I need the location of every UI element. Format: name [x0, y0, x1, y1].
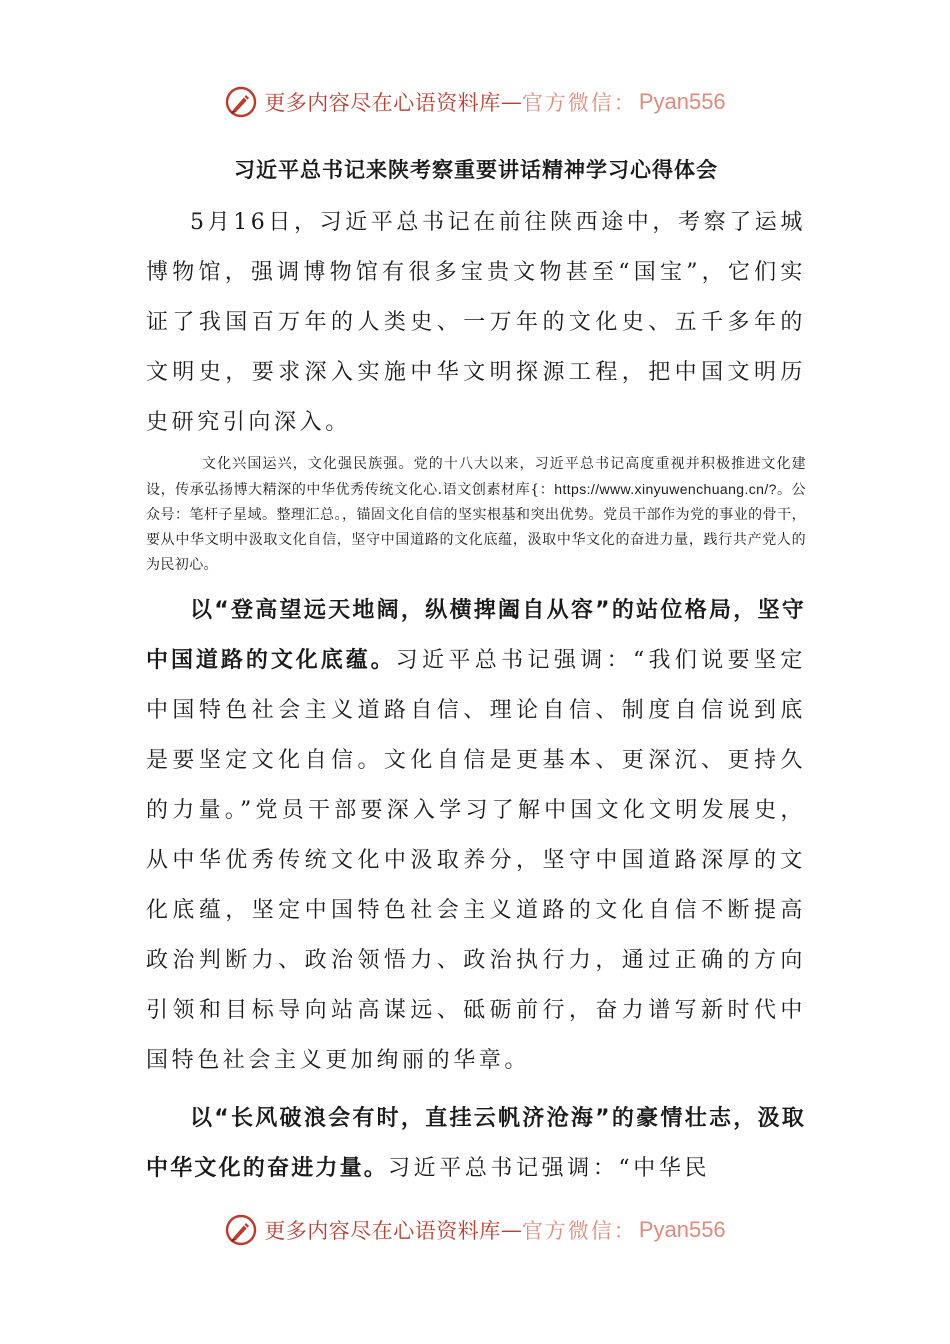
- banner-main-text: 更多内容尽在心语资料库: [264, 91, 501, 115]
- pen-logo-icon: [224, 85, 258, 119]
- banner-separator: —: [500, 90, 522, 114]
- banner-wechat-label: 官方微信：: [521, 91, 637, 115]
- section-2-heading: 以“长风破浪会有时，直挂云帆济沧海”的豪情壮志，汲取中华文化的奋进力量。: [146, 1106, 806, 1181]
- paragraph-section-2: [146, 1094, 806, 1194]
- banner-wechat-label: 官方微信：: [521, 1219, 637, 1243]
- note-text-a: 文化兴国运兴，文化强民族强。党的十八大以来，习近平总书记高度重视并积极推进文化建设，传承弘扬博大精深的中华优秀传统文化心.语文创素材库{：: [146, 456, 806, 498]
- document-title: 习近平总书记来陕考察重要讲话精神学习心得体会: [234, 158, 718, 182]
- section-2-text: 习近平总书记强调：“中华民: [388, 1156, 711, 1181]
- document-body: [146, 152, 806, 1194]
- pen-logo-icon: [224, 1213, 258, 1247]
- note-text-b: 。公众号：笔杆子星域。整理汇总。，锚固文化自信的坚实根基和突出优势。党员干部作为党的事业的骨干，要从中华文明中汲取文化自信，坚守中国道路的文化底蕴，汲取中华文化的奋进力量，践行共产党人的为民初心。: [146, 482, 806, 573]
- banner-wechat-id: Pyan556: [638, 1217, 726, 1242]
- paragraph-section-1: [146, 586, 806, 1086]
- section-1-heading: 以“登高望远天地阔，纵横捭阖自从容”的站位格局，坚守中国道路的文化底蕴。: [146, 598, 806, 673]
- banner-separator: —: [500, 1218, 522, 1242]
- footer-banner: [0, 1208, 950, 1252]
- section-1-text: 习近平总书记强调：“我们说要坚定中国特色社会主义道路自信、理论自信、制度自信说到底是要坚定文化自信。文化自信是更基本、更深沉、更持久的力量。”党员干部要深入学习了解中国文化文明发展史，从中华优秀传统文化中汲取养分，坚守中国道路深厚的文化底蕴，坚定中国特色社会主义道路的文化自信不断提高政治判断力、政治领悟力、政治执行力，通过正确的方向引领和目标导向站高谋远、砥砺前行，奋力谱写新时代中国特色社会主义更加绚丽的华章。: [146, 648, 806, 1073]
- paragraph-intro: 5月16日，习近平总书记在前往陕西途中，考察了运城博物馆，强调博物馆有很多宝贵文物甚至“国宝”，它们实证了我国百万年的人类史、一万年的文化史、五千多年的文明史，要求深入实施中华文明探源工程，把中国文明历史研究引向深入。: [146, 210, 806, 435]
- note-url: https://www.xinyuwenchuang.cn/?: [554, 481, 777, 497]
- header-banner: [0, 80, 950, 124]
- banner-wechat-id: Pyan556: [638, 89, 726, 114]
- paragraph-note: [146, 452, 806, 578]
- banner-main-text: 更多内容尽在心语资料库: [264, 1219, 501, 1243]
